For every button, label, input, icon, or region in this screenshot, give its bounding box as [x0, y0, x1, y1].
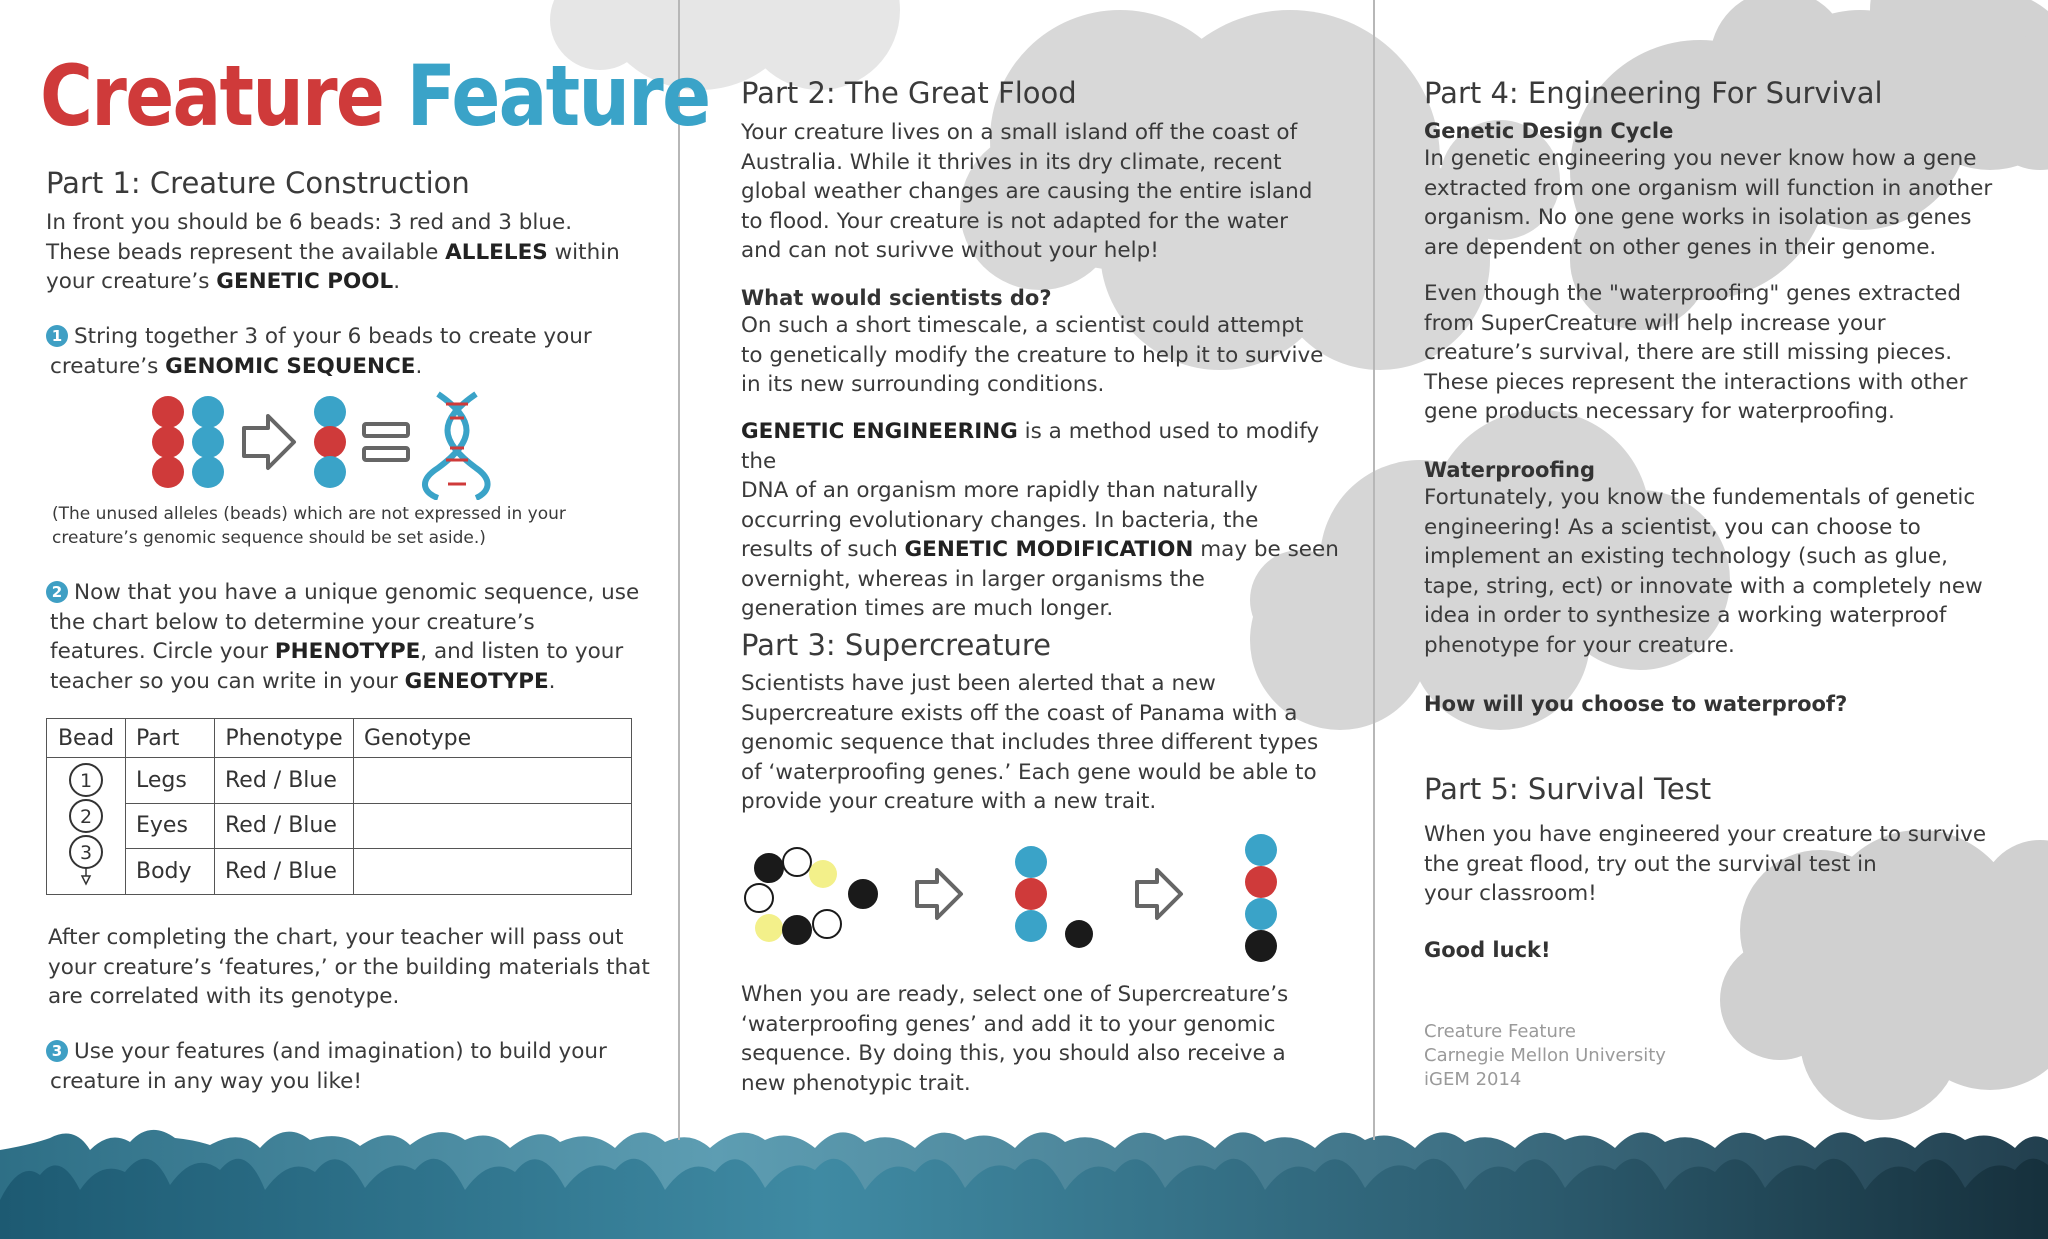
title-word-feature: Feature — [406, 47, 710, 145]
bead-label-2: 2 — [79, 806, 93, 828]
dna-helix-icon — [425, 394, 488, 498]
part1-intro-line3: your creature’s GENETIC POOL. — [46, 269, 401, 294]
bead-chain-icon — [66, 758, 106, 888]
step2-number-icon: 2 — [46, 581, 68, 603]
part4-heading: Part 4: Engineering For Survival — [1424, 76, 1883, 110]
part1-heading: Part 1: Creature Construction — [46, 166, 470, 200]
part1-intro-line1: In front you should be 6 beads: 3 red and 3 blue. — [46, 210, 573, 235]
part3-body2: When you are ready, select one of Supercreature’s ‘waterproofing genes’ and add it to your genomic sequence. By doing this, you should also receive a new phenotypic trait. — [741, 982, 1289, 1096]
part4-body1: In genetic engineering you never know how a gene extracted from one organism will function in another organism. No one gene works in isolation as genes are dependent on other genes in their genome. — [1424, 146, 1993, 260]
part3-heading: Part 3: Supercreature — [741, 628, 1051, 662]
header-phenotype: Phenotype — [215, 719, 354, 758]
part1-intro — [46, 208, 666, 297]
credit-title: Creature Feature — [1424, 1021, 1576, 1042]
gene-pool-cluster — [745, 848, 877, 944]
part4-body2: Even though the "waterproofing" genes extracted from SuperCreature will help increase your creature’s survival, there are still missing pieces. These pieces represent the interactions with other gene products necessary for waterproofing. — [1424, 281, 1968, 424]
bead-label-1: 1 — [79, 770, 93, 792]
page-title — [40, 47, 710, 145]
row1-part: Legs — [126, 758, 215, 804]
part3-body: Scientists have just been alerted that a new Supercreature exists off the coast of Panama with a genomic sequence that includes three different types of ‘waterproofing genes.’ Each gene would be able to provide your creature with a new trait. — [741, 671, 1319, 814]
step3-number-icon: 3 — [46, 1040, 68, 1062]
equals-icon — [364, 424, 408, 460]
step1-number-icon: 1 — [46, 325, 68, 347]
part1-step3: 3 Use your features (and imagination) to build your creature in any way you like! — [46, 1037, 666, 1096]
part1-intro-line2: These beads represent the available ALLELES within — [46, 239, 620, 265]
row2-phenotype[interactable]: Red / Blue — [215, 803, 354, 849]
part4-question: How will you choose to waterproof? — [1424, 692, 1848, 716]
row2-genotype[interactable] — [354, 803, 632, 849]
table-row — [47, 758, 632, 804]
note-line1: (The unused alleles (beads) which are not expressed in your — [52, 504, 566, 524]
row3-part: Body — [126, 849, 215, 895]
row1-phenotype[interactable]: Red / Blue — [215, 758, 354, 804]
part5-body: When you have engineered your creature to survive the great flood, try out the survival test in your classroom! — [1424, 822, 1987, 906]
part1-step2: 2 Now that you have a unique genomic sequence, use the chart below to determine your creature’s features. Circle your PHENOTYPE, and listen to your teacher so you can write in your GENEOTYPE. — [46, 578, 666, 696]
row2-part: Eyes — [126, 803, 215, 849]
bead-sequence — [314, 396, 346, 488]
table-row — [47, 849, 632, 895]
table-row — [47, 803, 632, 849]
arrow-right-icon — [917, 870, 961, 918]
part5-heading: Part 5: Survival Test — [1424, 772, 1712, 806]
part4-subheading-waterproofing: Waterproofing — [1424, 458, 1596, 482]
part1-note — [52, 502, 672, 550]
row1-genotype[interactable] — [354, 758, 632, 804]
bead-pool-red — [152, 396, 184, 488]
header-bead: Bead — [47, 719, 126, 758]
credit-university: Carnegie Mellon University — [1424, 1045, 1666, 1066]
row3-genotype[interactable] — [354, 849, 632, 895]
header-genotype: Genotype — [354, 719, 632, 758]
part2-body: Your creature lives on a small island off the coast of Australia. While it thrives in its dry climate, recent global weather changes are causing the entire island to flood. Your creature is not adapted for the water and can not surivve without your help! — [741, 120, 1313, 263]
title-word-creature: Creature — [40, 47, 384, 145]
header-part: Part — [126, 719, 215, 758]
bead-pool-blue — [192, 396, 224, 488]
part1-after-chart: After completing the chart, your teacher will pass out your creature’s ‘features,’ or the building materials that are correlated with its genotype. — [48, 925, 650, 1009]
supercreature-diagram — [741, 826, 1301, 966]
credits — [1424, 1020, 1666, 1092]
part2-heading: Part 2: The Great Flood — [741, 76, 1077, 110]
wave-front — [0, 1159, 2048, 1239]
table-header-row — [47, 719, 632, 758]
good-luck-text: Good luck! — [1424, 938, 1551, 962]
bead-sequence-after — [1245, 834, 1277, 962]
part2-genetic-engineering: GENETIC ENGINEERING is a method used to modify the DNA of an organism more rapidly than naturally occurring evolutionary changes. In bacteria, the results of such GENETIC MODIFICATION may be seen overnight, whereas in larger organisms the generation times are much longer. — [741, 419, 1339, 621]
credit-event: iGEM 2014 — [1424, 1069, 1522, 1090]
part2-subheading: What would scientists do? — [741, 286, 1052, 310]
bead-sequence-before — [1015, 846, 1093, 948]
part1-step1: 1 String together 3 of your 6 beads to create your creature’s GENOMIC SEQUENCE. — [46, 322, 666, 381]
part4-body3: Fortunately, you know the fundementals of genetic engineering! As a scientist, you can choose to implement an existing technology (such as glue, tape, string, ect) or innovate with a completely new idea in order to synthesize a working waterproof phenotype for your creature. — [1424, 485, 1983, 658]
part2-body2: On such a short timescale, a scientist could attempt to genetically modify the creature to help it to survive in its new surrounding conditions. — [741, 313, 1324, 397]
part4-subheading-design: Genetic Design Cycle — [1424, 119, 1674, 143]
column-divider-right — [1373, 0, 1375, 1140]
note-line2: creature’s genomic sequence should be set aside.) — [52, 528, 486, 548]
arrow-right-icon — [1137, 870, 1181, 918]
bead-selection-diagram — [146, 390, 536, 500]
row3-phenotype[interactable]: Red / Blue — [215, 849, 354, 895]
genotype-table — [46, 718, 632, 895]
bead-label-3: 3 — [79, 842, 93, 864]
bead-chain-cell — [47, 758, 126, 895]
arrow-right-icon — [244, 416, 294, 468]
